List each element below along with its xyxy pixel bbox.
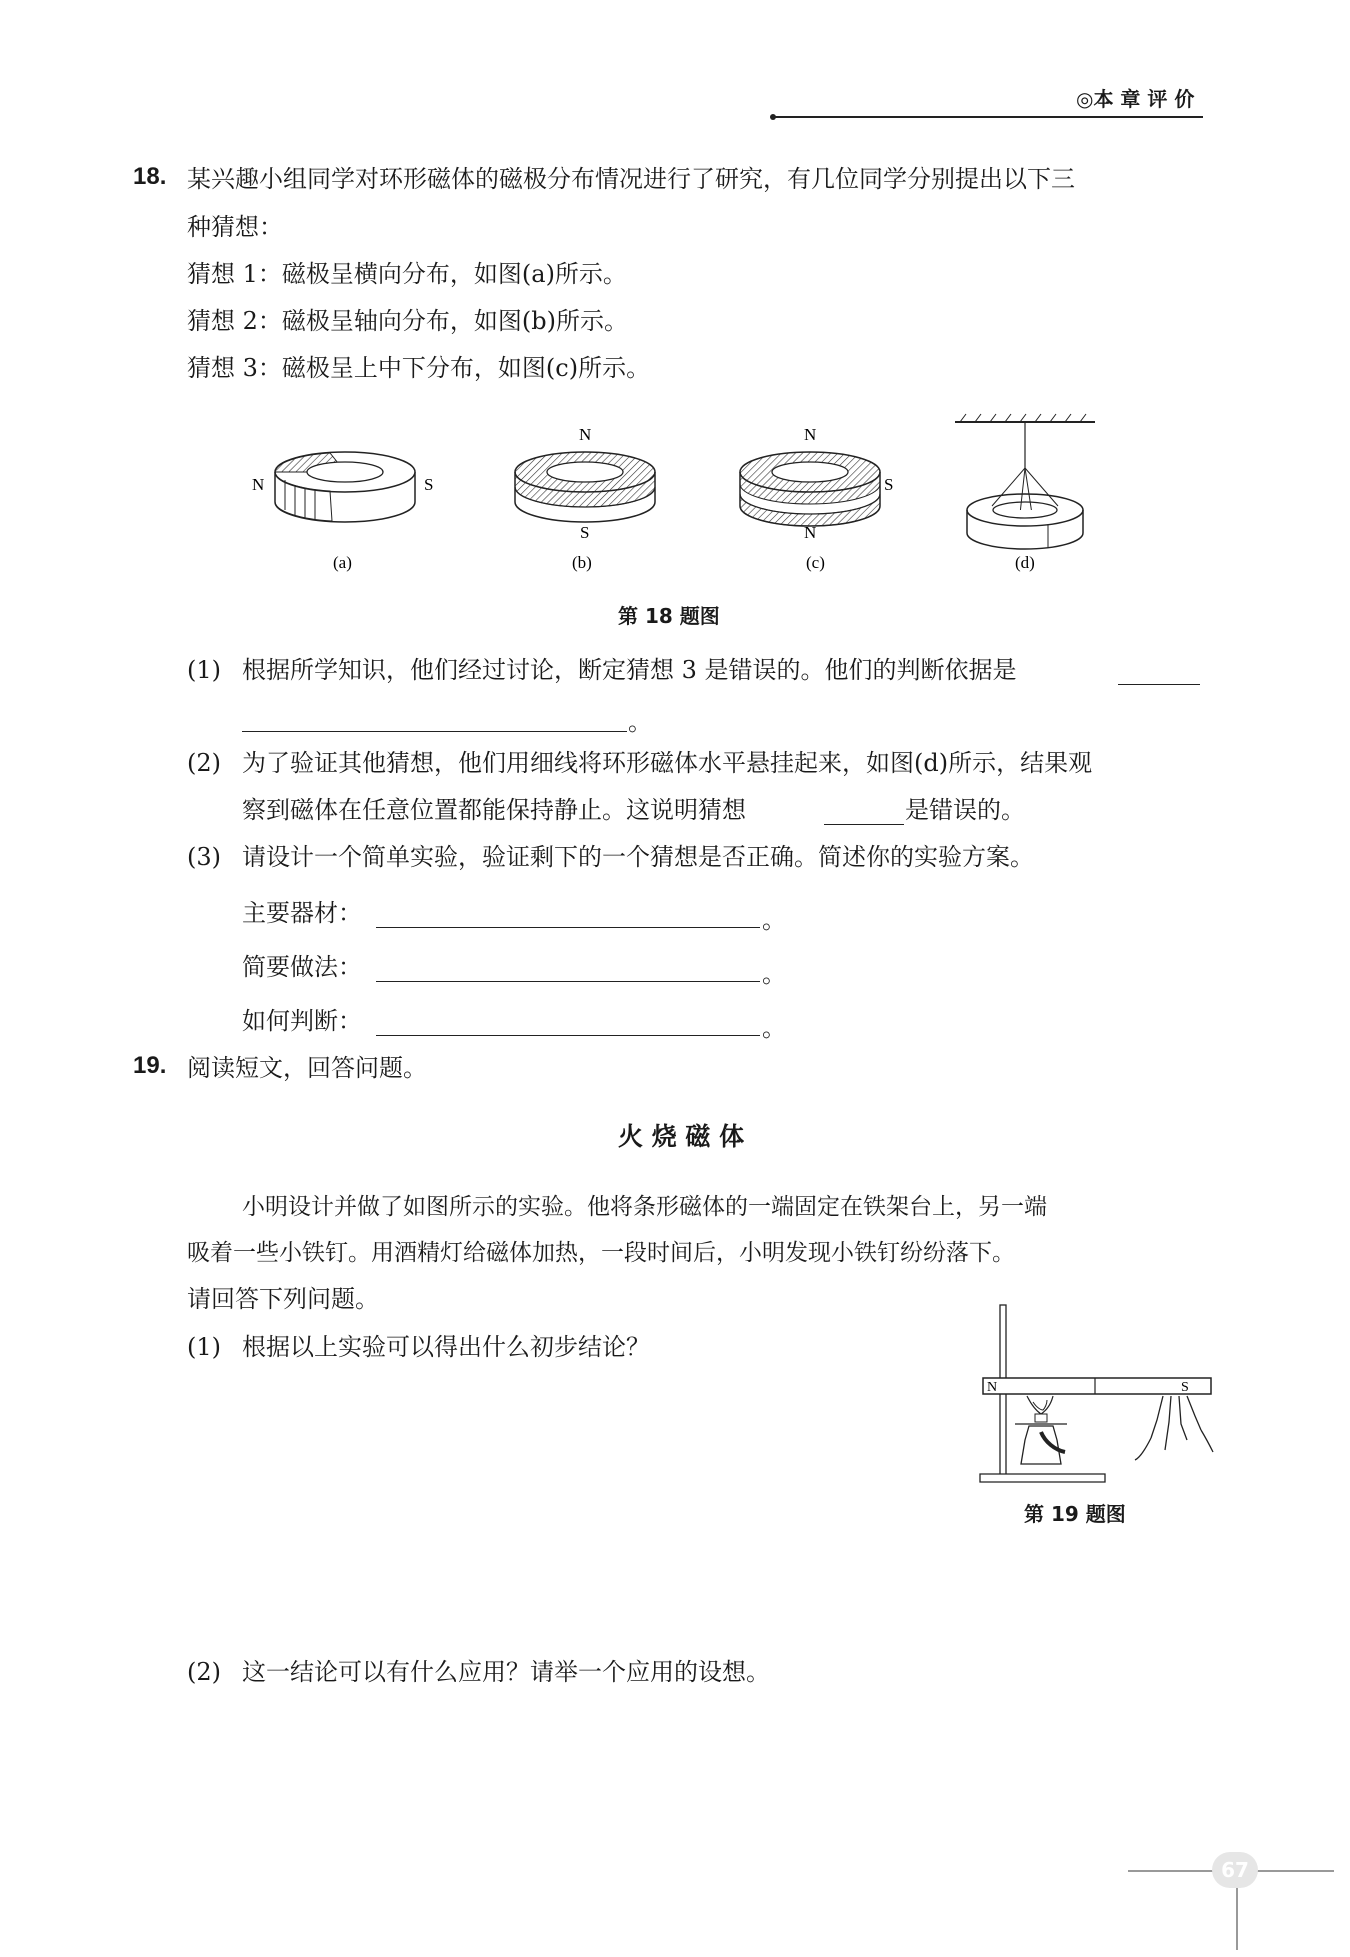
- q18-materials-label: 主要器材：: [242, 899, 362, 927]
- fig-b-label: (b): [572, 553, 592, 572]
- fig19-south-pole: S: [1181, 1380, 1189, 1395]
- fig-b-bottom-pole: S: [580, 523, 590, 542]
- fig-a-right-pole: S: [424, 475, 434, 494]
- q19-figure-caption: 第 19 题图: [1024, 1502, 1126, 1526]
- q18-part1-number: (1): [187, 656, 221, 684]
- q18-judge-period: 。: [762, 1014, 786, 1042]
- q19-stem: 阅读短文，回答问题。: [187, 1054, 427, 1082]
- fig-a-label: (a): [333, 553, 352, 572]
- q18-part3-text: 请设计一个简单实验，验证剩下的一个猜想是否正确。简述你的实验方案。: [242, 843, 1034, 871]
- q18-part2-line2a: 察到磁体在任意位置都能保持静止。这说明猜想: [242, 796, 746, 824]
- suspended-ring-d: [955, 414, 1095, 549]
- q18-part1-text: 根据所学知识，他们经过讨论，断定猜想 3 是错误的。他们的判断依据是: [242, 656, 1017, 684]
- q19-instruction: 请回答下列问题。: [187, 1285, 379, 1313]
- q18-part3-number: (3): [187, 843, 221, 871]
- fig-c-bottom-pole: N: [804, 523, 817, 542]
- ring-magnet-b: [515, 452, 655, 522]
- fig-a-left-pole: N: [252, 475, 265, 494]
- q18-part2-line2b: 是错误的。: [905, 796, 1025, 824]
- q18-judge-answer[interactable]: [376, 1007, 760, 1036]
- q19-number: 19.: [133, 1052, 167, 1079]
- fig19-north-pole: N: [987, 1380, 998, 1395]
- page-number: 67: [1221, 1858, 1249, 1882]
- q18-part1-period: 。: [628, 708, 652, 736]
- fig-d-label: (d): [1015, 553, 1035, 572]
- q18-method-label: 简要做法：: [242, 953, 362, 981]
- q18-number: 18.: [133, 163, 167, 190]
- fig-c-top-pole: N: [804, 425, 817, 444]
- q19-paragraph-line2: 吸着一些小铁钉。用酒精灯给磁体加热，一段时间后，小明发现小铁钉纷纷落下。: [187, 1240, 1015, 1266]
- q18-method-period: 。: [762, 960, 786, 988]
- q18-figure-caption: 第 18 题图: [618, 604, 720, 628]
- q18-part2-answer[interactable]: [824, 796, 904, 825]
- q18-guess3: 猜想 3：磁极呈上中下分布，如图(c)所示。: [187, 354, 651, 382]
- q18-method-answer[interactable]: [376, 953, 760, 982]
- q18-materials-answer[interactable]: [376, 899, 760, 928]
- q19-part1-text: 根据以上实验可以得出什么初步结论？: [242, 1333, 650, 1361]
- fig-b-top-pole: N: [579, 425, 592, 444]
- q18-guess2: 猜想 2：磁极呈轴向分布，如图(b)所示。: [187, 307, 628, 335]
- q18-stem-line1: 某兴趣小组同学对环形磁体的磁极分布情况进行了研究，有几位同学分别提出以下三: [187, 165, 1075, 193]
- fig-c-right-pole: S: [884, 475, 894, 494]
- q19-paragraph-line1: 小明设计并做了如图所示的实验。他将条形磁体的一端固定在铁架台上，另一端: [242, 1194, 1047, 1220]
- q19-part2-text: 这一结论可以有什么应用？请举一个应用的设想。: [242, 1658, 770, 1686]
- iron-nails: [1135, 1396, 1213, 1460]
- ring-magnet-c: [740, 452, 880, 526]
- q18-part1-answer-line1[interactable]: [1118, 656, 1200, 685]
- q19-part1-number: (1): [187, 1333, 221, 1361]
- header-rule-dot: [770, 114, 776, 120]
- q18-stem-line2: 种猜想：: [187, 213, 283, 241]
- chapter-tag: ◎本 章 评 价: [1076, 87, 1195, 111]
- q18-figure: [230, 410, 1110, 580]
- q18-part2-line1: 为了验证其他猜想，他们用细线将环形磁体水平悬挂起来，如图(d)所示，结果观: [242, 749, 1093, 777]
- fig-c-label: (c): [806, 553, 825, 572]
- header-rule: [773, 116, 1203, 118]
- q18-judge-label: 如何判断：: [242, 1007, 362, 1035]
- q18-part2-number: (2): [187, 749, 221, 777]
- q18-guess1: 猜想 1：磁极呈横向分布，如图(a)所示。: [187, 260, 627, 288]
- q19-figure: [975, 1300, 1215, 1490]
- q18-part1-answer-line2[interactable]: [242, 703, 627, 732]
- q18-materials-period: 。: [762, 906, 786, 934]
- ring-magnet-a: [275, 452, 415, 522]
- alcohol-lamp: [1015, 1396, 1067, 1464]
- q19-part2-number: (2): [187, 1658, 221, 1686]
- q19-article-title: 火 烧 磁 体: [618, 1122, 745, 1151]
